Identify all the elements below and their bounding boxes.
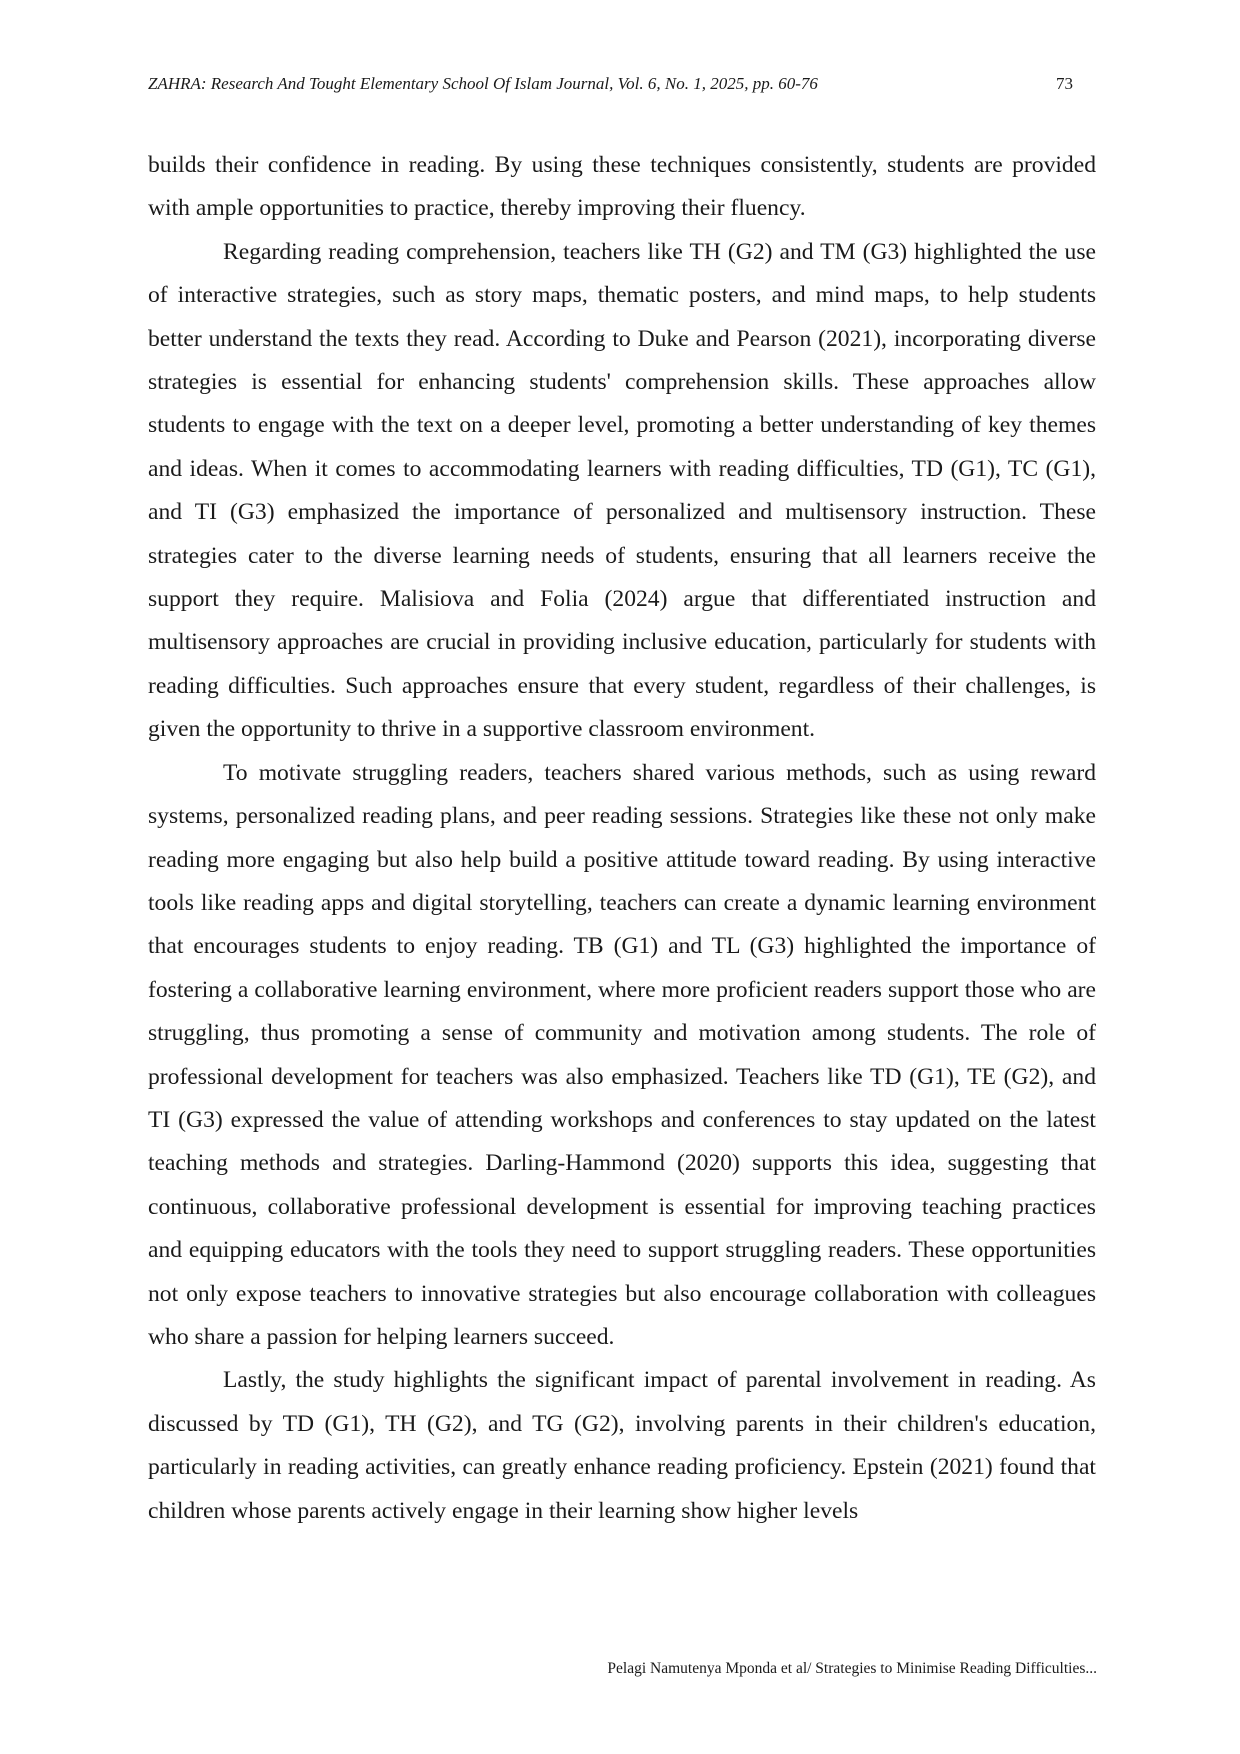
running-footer: Pelagi Namutenya Mponda et al/ Strategies to Minimise Reading Difficulties... bbox=[607, 1660, 1097, 1677]
running-header bbox=[148, 74, 1078, 100]
paragraph: Regarding reading comprehension, teachers like TH (G2) and TM (G3) highlighted the use of interactive strategies, such as story maps, thematic posters, and mind maps, to help students better understand the texts they read. According to Duke and Pearson (2021), incorporating diverse strategies is essential for enhancing students' comprehension skills. These approaches allow students to engage with the text on a deeper level, promoting a better understanding of key themes and ideas. When it comes to accommodating learners with reading difficulties, TD (G1), TC (G1), and TI (G3) emphasized the importance of personalized and multisensory instruction. These strategies cater to the diverse learning needs of students, ensuring that all learners receive the support they require. Malisiova and Folia (2024) argue that differentiated instruction and multisensory approaches are crucial in providing inclusive education, particularly for students with reading difficulties. Such approaches ensure that every student, regardless of their challenges, is given the opportunity to thrive in a supportive classroom environment. bbox=[148, 238, 1096, 743]
body-text bbox=[148, 144, 1096, 1533]
paragraph: Lastly, the study highlights the significant impact of parental involvement in reading. As discussed by TD (G1), TH (G2), and TG (G2), involving parents in their children's education, particularly in reading activities, can greatly enhance reading proficiency. Epstein (2021) found that children whose parents actively engage in their learning show higher levels bbox=[148, 1367, 1096, 1524]
page-number: 73 bbox=[1056, 74, 1073, 93]
paragraph: builds their confidence in reading. By using these techniques consistently, students are provided with ample opportunities to practice, thereby improving their fluency. bbox=[148, 152, 1096, 222]
journal-citation: ZAHRA: Research And Tought Elementary School Of Islam Journal, Vol. 6, No. 1, 2025, pp. 60-76 bbox=[148, 74, 818, 93]
paragraph: To motivate struggling readers, teachers shared various methods, such as using reward systems, personalized reading plans, and peer reading sessions. Strategies like these not only make reading more engaging but also help build a positive attitude toward reading. By using interactive tools like reading apps and digital storytelling, teachers can create a dynamic learning environment that encourages students to enjoy reading. TB (G1) and TL (G3) highlighted the importance of fostering a collaborative learning environment, where more proficient readers support those who are struggling, thus promoting a sense of community and motivation among students. The role of professional development for teachers was also emphasized. Teachers like TD (G1), TE (G2), and TI (G3) expressed the value of attending workshops and conferences to stay updated on the latest teaching methods and strategies. Darling-Hammond (2020) supports this idea, suggesting that continuous, collaborative professional development is essential for improving teaching practices and equipping educators with the tools they need to support struggling readers. These opportunities not only expose teachers to innovative strategies but also encourage collaboration with colleagues who share a passion for helping learners succeed. bbox=[148, 759, 1096, 1350]
